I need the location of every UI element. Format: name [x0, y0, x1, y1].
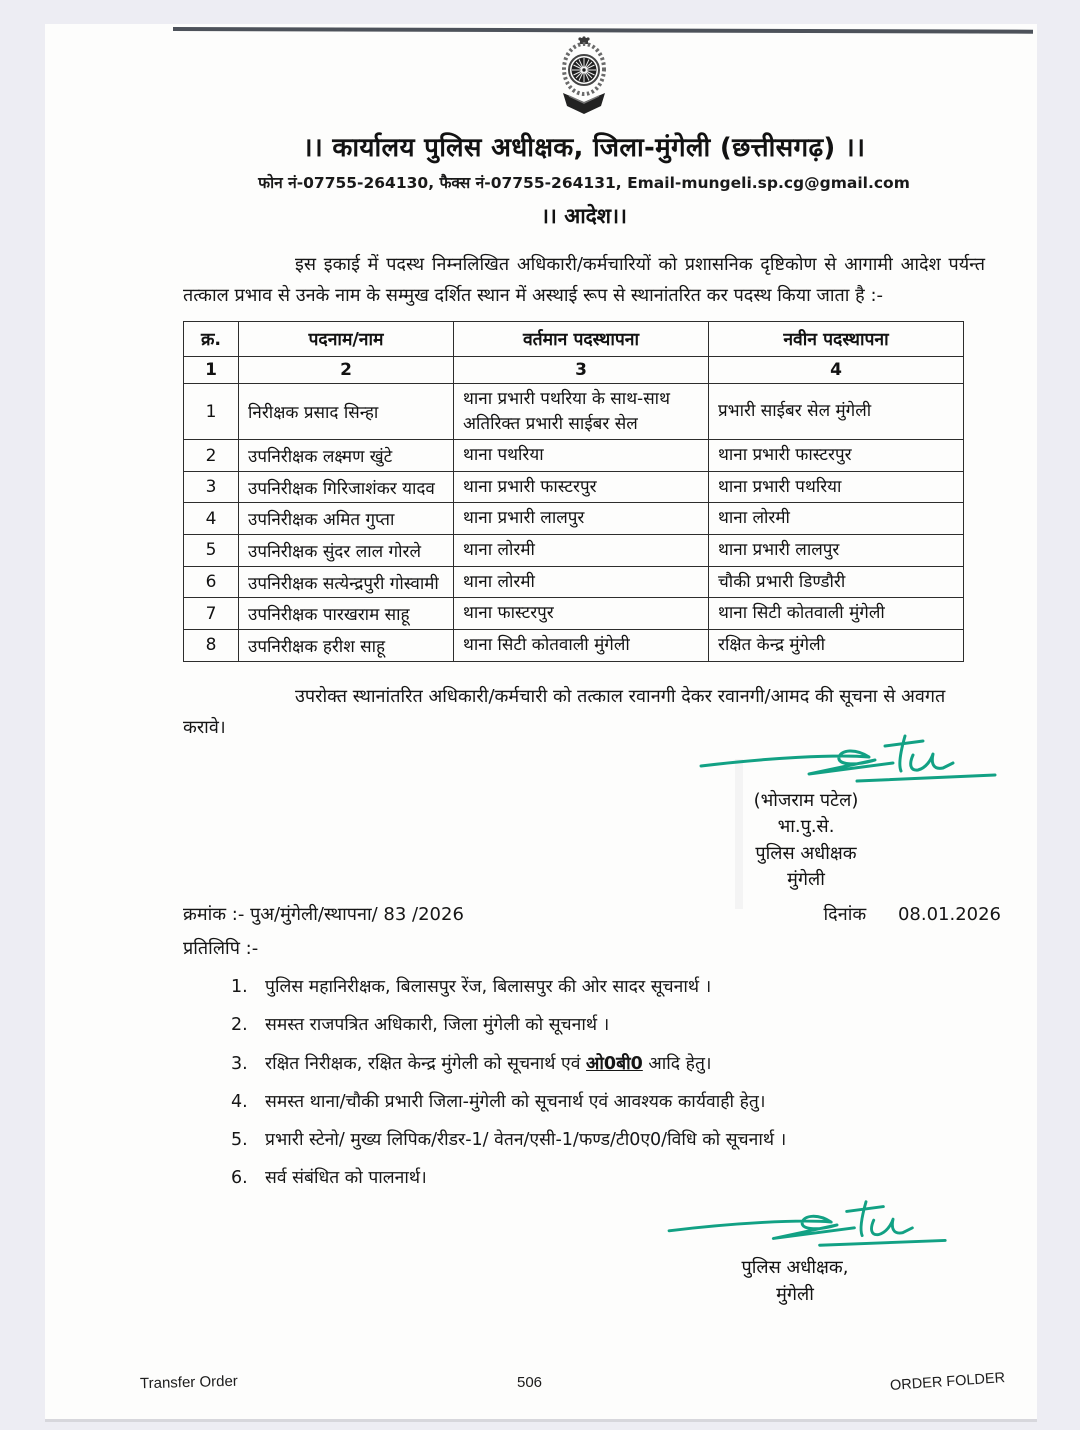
scan-edge-line	[173, 27, 1033, 34]
copies-label: प्रतिलिपि :-	[183, 938, 259, 960]
reference-number: क्रमांक :- पुअ/मुंगेली/स्थापना/ 83 /2026	[183, 904, 464, 926]
table-row: 4 उपनिरीक्षक अमित गुप्ता थाना प्रभारी लालपुर थाना लोरमी	[184, 503, 964, 535]
page-footer	[45, 1370, 1037, 1396]
scan-bottom-edge	[45, 1419, 1037, 1422]
signatory-name: (भोजराम पटेल)	[753, 789, 859, 811]
signatory-block	[641, 730, 971, 895]
reference-row	[183, 902, 1001, 926]
date-label: दिनांक	[823, 904, 867, 926]
signatory-service: भा.पु.से.	[777, 816, 835, 838]
table-row: 1 निरीक्षक प्रसाद सिन्हा थाना प्रभारी पथरिया के साथ-साथ अतिरिक्त प्रभारी साईबर सेल प्रभारी साईबर सेल मुंगेली	[184, 383, 964, 439]
list-item-text: रक्षित निरीक्षक, रक्षित केन्द्र मुंगेली को सूचनार्थ एवं ओ0बी0 आदि हेतु।	[265, 1053, 712, 1074]
signature-icon	[697, 730, 997, 788]
col-header-current: वर्तमान पदस्थापना	[454, 321, 709, 356]
table-row: 5 उपनिरीक्षक सुंदर लाल गोरले थाना लोरमी थाना प्रभारी लालपुर	[184, 535, 964, 567]
transfer-table	[183, 321, 964, 662]
police-emblem-icon	[551, 36, 617, 118]
col-header-name: पदनाम/नाम	[239, 321, 454, 356]
closing-paragraph: उपरोक्त स्थानांतरित अधिकारी/कर्मचारी को तत्काल रवानगी देकर रवानगी/आमद की सूचना से अवगत करावे।	[183, 685, 946, 738]
footer-left-label: Transfer Order	[139, 1372, 239, 1393]
table-row: 7 उपनिरीक्षक पारखराम साहू थाना फास्टरपुर थाना सिटी कोतवाली मुंगेली	[184, 598, 964, 630]
document-content	[183, 36, 1001, 1309]
copies-list	[231, 974, 985, 1192]
list-item: 6. सर्व संबंधित को पालनार्थ।	[231, 1168, 427, 1189]
contact-line	[183, 171, 985, 193]
footer-right-label: ORDER FOLDER	[889, 1370, 1006, 1394]
email-text: Email-mungeli.sp.cg@gmail.com	[627, 174, 910, 192]
list-item: 1. पुलिस महानिरीक्षक, बिलासपुर रेंज, बिलासपुर की ओर सादर सूचनार्थ ।	[231, 977, 712, 998]
list-item: 4. समस्त थाना/चौकी प्रभारी जिला-मुंगेली को सूचनार्थ एवं आवश्यक कार्यवाही हेतु।	[231, 1091, 766, 1112]
list-item: 2. समस्त राजपत्रित अधिकारी, जिला मुंगेली को सूचनार्थ ।	[231, 1015, 610, 1036]
list-item: 3. रक्षित निरीक्षक, रक्षित केन्द्र मुंगेली को सूचनार्थ एवं ओ0बी0 आदि हेतु।	[231, 1051, 985, 1077]
signature-icon	[665, 1196, 955, 1252]
footer-signatory-place: मुंगेली	[776, 1284, 814, 1306]
date-line	[824, 902, 1002, 926]
date-value: 08.01.2026	[897, 904, 1001, 926]
signatory-designation: पुलिस अधीक्षक	[755, 842, 857, 864]
table-header-row	[184, 321, 964, 356]
highlighted-term: ओ0बी0	[586, 1053, 643, 1074]
table-row: 3 उपनिरीक्षक गिरिजाशंकर यादव थाना प्रभारी फास्टरपुर थाना प्रभारी पथरिया	[184, 471, 964, 503]
page-number: 506	[517, 1374, 543, 1391]
table-row: 8 उपनिरीक्षक हरीश साहू थाना सिटी कोतवाली मुंगेली रक्षित केन्द्र मुंगेली	[184, 630, 964, 662]
order-heading: ।। आदेश।।	[540, 204, 628, 228]
intro-paragraph: इस इकाई में पदस्थ निम्नलिखित अधिकारी/कर्मचारियों को प्रशासनिक दृष्टिकोण से आगामी आदेश पर्यन्त तत्काल प्रभाव से उनके नाम के सम्मुख दर्शित स्थान में अस्थाई रूप से स्थानांतरित कर पदस्थ किया जाता है :-	[183, 254, 985, 306]
col-header-sno: क्र.	[184, 321, 239, 356]
column-number-row: 1 2 3 4	[184, 356, 964, 383]
office-title: ।। कार्यालय पुलिस अधीक्षक, जिला-मुंगेली (छत्तीसगढ़) ।।	[302, 133, 866, 163]
footer-signatory-designation: पुलिस अधीक्षक,	[741, 1256, 849, 1278]
table-row: 6 उपनिरीक्षक सत्येन्द्रपुरी गोस्वामी थाना लोरमी चौकी प्रभारी डिण्डौरी	[184, 566, 964, 598]
phone-fax-text: फोन नं-07755-264130, फैक्स नं-07755-264131,	[258, 174, 622, 192]
footer-signatory-block	[645, 1196, 945, 1310]
col-header-new: नवीन पदस्थापना	[709, 321, 964, 356]
list-item: 5. प्रभारी स्टेनो/ मुख्य लिपिक/रीडर-1/ वेतन/एसी-1/फण्ड/टी0ए0/विधि को सूचनार्थ ।	[231, 1130, 787, 1151]
table-row: 2 उपनिरीक्षक लक्ष्मण खुंटे थाना पथरिया थाना प्रभारी फास्टरपुर	[184, 440, 964, 472]
scanned-paper	[45, 24, 1037, 1422]
signatory-place: मुंगेली	[787, 869, 825, 891]
